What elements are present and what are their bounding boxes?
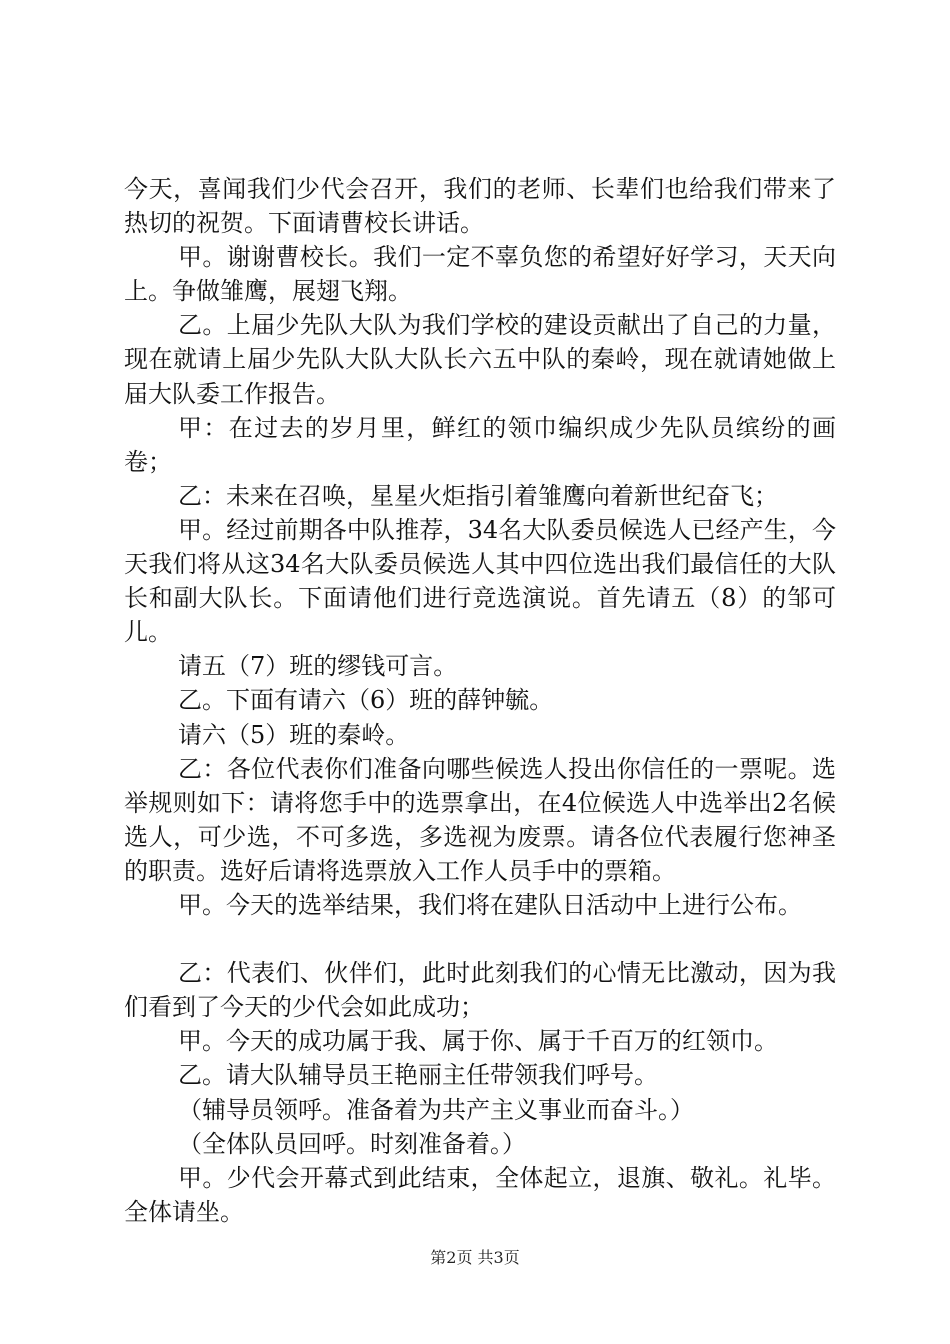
paragraph-1: 今天，喜闻我们少代会召开，我们的老师、长辈们也给我们带来了热切的祝贺。下面请曹校长讲话。 (124, 175, 836, 238)
paragraph-7: 请五（7）班的缪钱可言。 (178, 652, 458, 681)
paragraph-16: （辅导员领呼。准备着为共产主义事业而奋斗。） (178, 1095, 694, 1124)
document-body (124, 172, 836, 1229)
paragraph-4: 甲：在过去的岁月里，鲜红的领巾编织成少先队员缤纷的画卷； (124, 413, 836, 476)
paragraph-8: 乙。下面有请六（6）班的薛钟毓。 (178, 686, 554, 715)
paragraph-2: 甲。谢谢曹校长。我们一定不辜负您的希望好好学习，天天向上。争做雏鹰，展翅飞翔。 (124, 243, 836, 306)
paragraph-9: 请六（5）班的秦岭。 (178, 720, 410, 749)
blank-line (124, 922, 836, 956)
paragraph-15: 乙。请大队辅导员王艳丽主任带领我们呼号。 (178, 1061, 658, 1090)
paragraph-17: （全体队员回呼。时刻准备着。） (178, 1129, 526, 1158)
paragraph-6: 甲。经过前期各中队推荐，34名大队委员候选人已经产生，今天我们将从这34名大队委员候选人其中四位选出我们最信任的大队长和副大队长。下面请他们进行竞选演说。首先请五（8）的邹可儿。 (124, 515, 836, 647)
paragraph-5: 乙：未来在召唤，星星火炬指引着雏鹰向着新世纪奋飞； (178, 481, 778, 510)
paragraph-18: 甲。少代会开幕式到此结束，全体起立，退旗、敬礼。礼毕。全体请坐。 (124, 1163, 836, 1226)
page-number-footer: 第2页 共3页 (430, 1248, 520, 1267)
paragraph-14: 甲。今天的成功属于我、属于你、属于千百万的红领巾。 (178, 1027, 778, 1056)
paragraph-11: 甲。今天的选举结果，我们将在建队日活动中上进行公布。 (178, 890, 802, 919)
paragraph-10: 乙：各位代表你们准备向哪些候选人投出你信任的一票呢。选举规则如下：请将您手中的选票拿出，在4位候选人中选举出2名候选人，可少选，不可多选，多选视为废票。请各位代表履行您神圣的职责。选好后请将选票放入工作人员手中的票箱。 (124, 754, 836, 885)
paragraph-3: 乙。上届少先队大队为我们学校的建设贡献出了自己的力量，现在就请上届少先队大队大队长六五中队的秦岭，现在就请她做上届大队委工作报告。 (124, 311, 836, 408)
paragraph-13: 乙：代表们、伙伴们，此时此刻我们的心情无比激动，因为我们看到了今天的少代会如此成功； (124, 959, 836, 1022)
